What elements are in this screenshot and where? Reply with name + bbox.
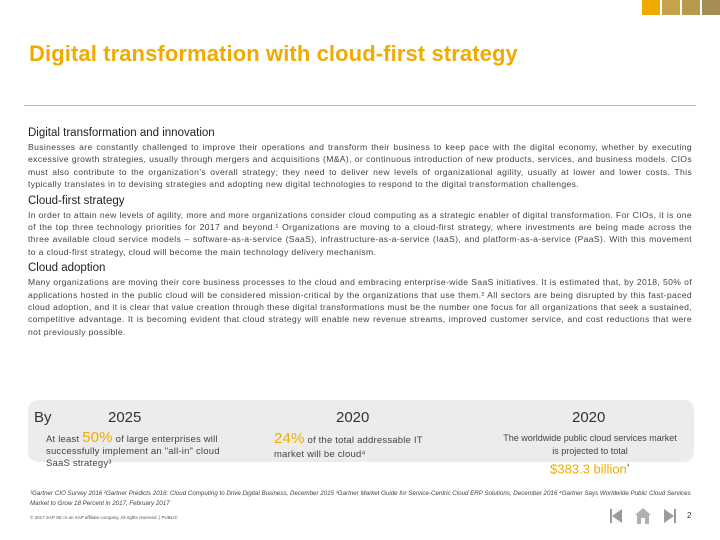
by-label: By — [34, 409, 52, 426]
section-cloud-first — [28, 195, 692, 259]
section-heading: Cloud-first strategy — [28, 194, 125, 207]
stat-value-line — [500, 460, 680, 475]
back-icon[interactable] — [610, 508, 624, 524]
stat-saas-adoption — [46, 429, 246, 470]
title-divider — [24, 105, 696, 106]
stat-cloud-market-share — [274, 432, 444, 462]
stat-year-2: 2020 — [336, 409, 370, 426]
section-heading: Digital transformation and innovation — [28, 127, 215, 139]
stat-text: of the total addressable IT market will be cloud⁴ — [274, 435, 423, 460]
brand-tabs — [642, 0, 720, 15]
section-cloud-adoption — [28, 262, 692, 338]
brand-tab — [662, 0, 680, 15]
stat-value: 50% — [82, 429, 113, 446]
copyright: © 2017 SAP SE or an SAP affiliate company. All rights reserved. | PUBLIC — [30, 515, 178, 520]
stat-public-cloud-market — [500, 432, 680, 475]
stat-year-1: 2025 — [108, 409, 142, 426]
section-digital-transformation — [28, 127, 692, 191]
section-body: In order to attain new levels of agility, more and more organizations consider cloud computing as a strategic enabler of digital transformation. For CIOs, it is one of the top three technology priorities for 2017 and beyond.¹ Organizations are moving to a cloud-first strategy, where investments are being made across the three available cloud service models – software-as-a-service (SaaS), infrastructure-as-a-service (IaaS), and platform-as-a-service (PaaS). With this movement to a cloud-first strategy, cloud will become the main technology delivery mechanism. — [28, 209, 692, 257]
stat-text: The worldwide public cloud services market is projected to total — [503, 433, 677, 456]
stat-note: ⁴ — [626, 463, 630, 470]
slide-navigation — [610, 507, 676, 525]
stat-year-3: 2020 — [572, 409, 606, 426]
brand-tab — [682, 0, 700, 15]
stat-prefix: At least — [46, 434, 83, 445]
brand-tab — [702, 0, 720, 15]
section-heading: Cloud adoption — [28, 262, 106, 275]
stat-text: of large enterprises will successfully implement an "all-in" cloud SaaS strategy³ — [46, 434, 220, 469]
slide-content — [28, 127, 692, 342]
section-body: Many organizations are moving their core business processes to the cloud and embracing enterprise-wide SaaS initiatives. It is estimated that, by 2018, 50% of applications hosted in the public cloud will be considered mission-critical by the organizations that use them.² All sectors are being disrupted by this fast-paced cloud adoption, and it is clear that value creation through these digital transformations must be the number one focus for all organizations that seek a sustained, competitive advantage. It is becoming evident that cloud strategy will enable new revenue streams, improved customer service, and cost reductions that were not previously possible. — [28, 277, 692, 337]
stat-value: 24% — [274, 430, 305, 447]
forward-icon[interactable] — [662, 508, 676, 524]
brand-tab — [642, 0, 660, 15]
footnotes: ¹Gartner CIO Survey 2016 ²Gartner Predicts 2016: Cloud Computing to Drive Digital Business, December 2015 ³Gartner Market Guide for Service-Centric Cloud ERP Solutions, December 2016 ⁴Gartner Says Worldwide Public Cloud Services Market to Grow 18 Percent in 2017, February 2017 — [30, 490, 691, 507]
section-body: Businesses are constantly challenged to improve their operations and transform their business to keep pace with the digital economy, whether by executing excessive growth strategies, usually through mergers and acquisitions (M&A), or continuous introduction of new products, services, and business models. CIOs must also contribute to the organization’s overall strategy; they need to deliver new levels of organizational agility, usually at lower and lower costs. This typically translates in to devising strategies and adopting new digital technologies to respond to the digital transformation challenges. — [28, 142, 692, 190]
stat-value: $383.3 billion — [550, 461, 627, 477]
page-number: 2 — [687, 511, 692, 520]
home-icon[interactable] — [634, 507, 652, 525]
slide-title: Digital transformation with cloud-first strategy — [29, 41, 518, 66]
